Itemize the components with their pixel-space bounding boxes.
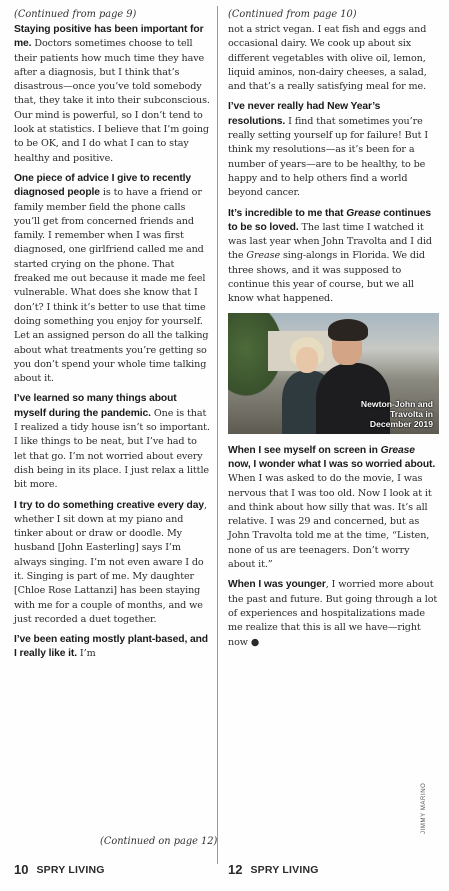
film-title: Grease [346,207,381,219]
paragraph-body: Doctors sometimes choose to tell their patients how much time they have after a diagnosis, but I think that’s disastrous—once you’ve told somebody that, they take it into their subconscious. Our mind is powerful, so I don’t tend to look at statistics. I believe that I’m going to be OK, and I do what I can to stay healthy and positive. [14,38,210,164]
page-footer-right [228,862,319,877]
photo-credit: JIMMY MARINO [421,782,427,834]
paragraph [228,444,439,573]
lead-text: It’s incredible to me that [228,207,347,219]
lead-text: continues to be so loved. [228,207,432,233]
lead-text: now, I wonder what I was so worried about. [228,458,436,470]
column-divider [217,6,218,864]
end-mark: ● [247,636,260,648]
paragraph [228,23,439,94]
photo-person-man-hair [328,319,368,341]
magazine-name: SPRY LIVING [250,864,319,876]
paragraph-body: I find that sometimes you’re really setting yourself up for failure! But I think my resolutions—as it’s been for a number of years—are to be healthy, to be happy and to help others find a world beyond cancer. [228,115,429,199]
photo-caption [361,399,433,429]
continued-from-label: (Continued from page 10) [228,9,357,20]
lead-in: One piece of advice I give to recently diagnosed people [14,172,192,199]
page-number: 10 [14,862,29,877]
magazine-name: SPRY LIVING [36,864,105,876]
photo-person-woman-face [296,347,318,373]
lead-in: I’ve never really had New Year’s resolutions. [228,101,381,127]
caption-line: Newton-John and [360,398,433,409]
lead-in: I’ve learned so many things about myself during the pandemic. [14,393,177,419]
caption-line: December 2019 [369,418,433,429]
paragraph [14,499,210,628]
lead-in [228,445,435,470]
paragraph-body: is to have a friend or family member field the phone calls you’ll get from concerned friends and family. I remember when I was first diagnosed, one girlfriend called me and started crying on the phone. That freaked me out because it made me feel vulnerable. What does she know that I don’t? I think it’s better to use that time doing something you enjoy for yourself. Let an assigned person do all the talking about what treatments you’re getting so you don’t spend your whole time talking about it. [14,187,209,385]
caption-line: Travolta in [390,408,433,419]
lead-text: When I see myself on screen in [228,444,381,456]
paragraph [14,23,210,166]
paragraph-body: One is that I realized a tidy house isn’t so important. I like things to be neat, but I’ve had to let that go. I’m not worried about every dish being in its place. I just relax a little bit more. [14,407,210,491]
paragraph [228,578,439,649]
paragraph [14,633,210,662]
right-column [228,0,439,656]
paragraph [14,392,210,492]
paragraph-body: , whether I sit down at my piano and tinker about or draw or doodle. My husband [John Easterling] says I’m always singing. I’m not even aware I do it. Singing is part of me. My daughter [Chloe Rose Lattanzi] has been staying with me for a couple of months, and we just recorded a duet together. [14,499,207,625]
paragraph [14,172,210,386]
paragraph-body: When I was asked to do the movie, I was nervous that I was too old. Now I look at it and think about how silly that was. It’s all relative. I was 29 and concerned, but as John Travolta told me at the time, “Listen, none of us are teenagers. Don’t worry about it.” [228,473,432,571]
paragraph-body: The last time I watched it was last year when John Travolta and I did the [228,221,432,262]
film-title: Grease [380,444,415,456]
lead-in: Staying positive has been important for me. [14,24,204,50]
continued-on-label: (Continued on page 12) [100,836,218,847]
page-number: 12 [228,862,243,877]
continued-from-label: (Continued from page 9) [14,9,137,20]
left-column [14,0,210,668]
paragraph-body: I’m [76,648,96,660]
paragraph [228,100,439,200]
paragraph-body: sing-alongs in Florida. We did three shows, and it was supposed to continue this year of course, but we all know what happened. [228,250,425,305]
film-title: Grease [246,250,281,262]
lead-in: When I was younger [228,579,326,591]
photo [228,313,439,434]
paragraph [228,207,439,307]
page-footer-left [14,862,105,877]
lead-in: I try to do something creative every day [14,499,204,511]
lead-in: I’ve been eating mostly plant-based, and I really like it. [14,634,208,660]
paragraph-body: not a strict vegan. I eat fish and eggs and occasional dairy. We cook up about six different vegetables with olive oil, lemon, liquid aminos, non-dairy cheeses, a salad, and that’s a really satisfying meal for me. [228,24,427,93]
paragraph-body: , I worried more about the past and future. But going through a lot of experiences and hospitalizations made me realize that this is all we have—right now [228,579,438,648]
